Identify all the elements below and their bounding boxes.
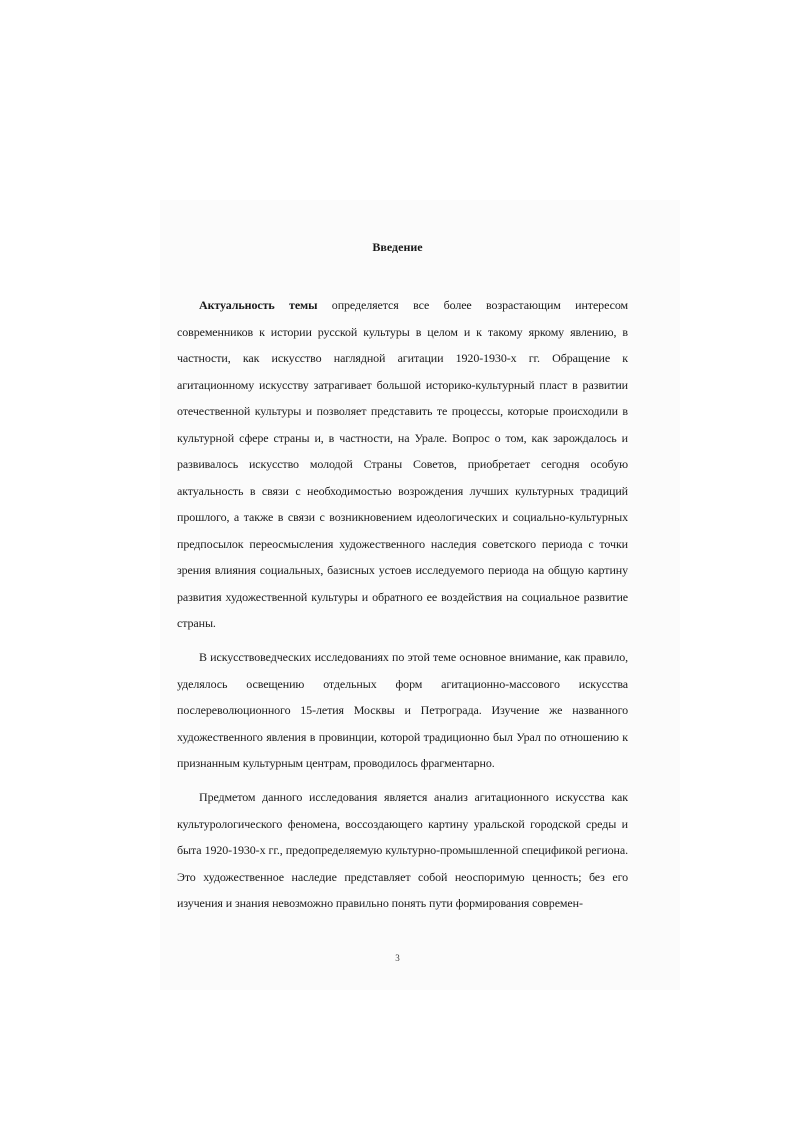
paragraph-relevance — [177, 292, 628, 637]
relevance-lead: Актуальность темы — [199, 298, 318, 312]
section-title: Введение — [372, 240, 423, 254]
relevance-text: определяется все более возрастающим интересом современников к истории русской культуры в целом и к такому яркому явлению, в частности, как искусство наглядной агитации 1920-1930-х гг. Обращение к агитационному искусству затрагивает большой историко-культурный пласт в развитии отечественной культуры и позволяет представить те процессы, которые происходили в культурной сфере страны и, в частности, на Урале. Вопрос о том, как зарождалось и развивалось искусство молодой Страны Советов, приобретает сегодня особую актуальность в связи с необходимостью возрождения лучших культурных традиций прошлого, а также в связи с возникновением идеологических и социально-культурных предпосылок переосмысления художественного наследия советского периода с точки зрения влияния социальных, базисных устоев исследуемого периода на общую картину развития художественной культуры и обратного ее воздействия на социальное развитие страны. — [177, 298, 628, 630]
paragraph-subject: Предметом данного исследования является анализ агитационного искусства как культурологического феномена, воссоздающего картину уральской городской среды и быта 1920-1930-х гг., предопределяемую культурно-промышленной спецификой региона. Это художественное наследие представляет собой неоспоримую ценность; без его изучения и знания невозможно правильно понять пути формирования современ- — [177, 790, 628, 910]
body-text — [177, 292, 628, 924]
paragraph-research: В искусствоведческих исследованиях по этой теме основное внимание, как правило, уделялось освещению отдельных форм агитационно-массового искусства послереволюционного 15-летия Москвы и Петрограда. Изучение же названного художественного явления в провинции, которой традиционно был Урал по отношению к признанным культурным центрам, проводилось фрагментарно. — [177, 650, 628, 770]
page-number: 3 — [395, 953, 400, 963]
